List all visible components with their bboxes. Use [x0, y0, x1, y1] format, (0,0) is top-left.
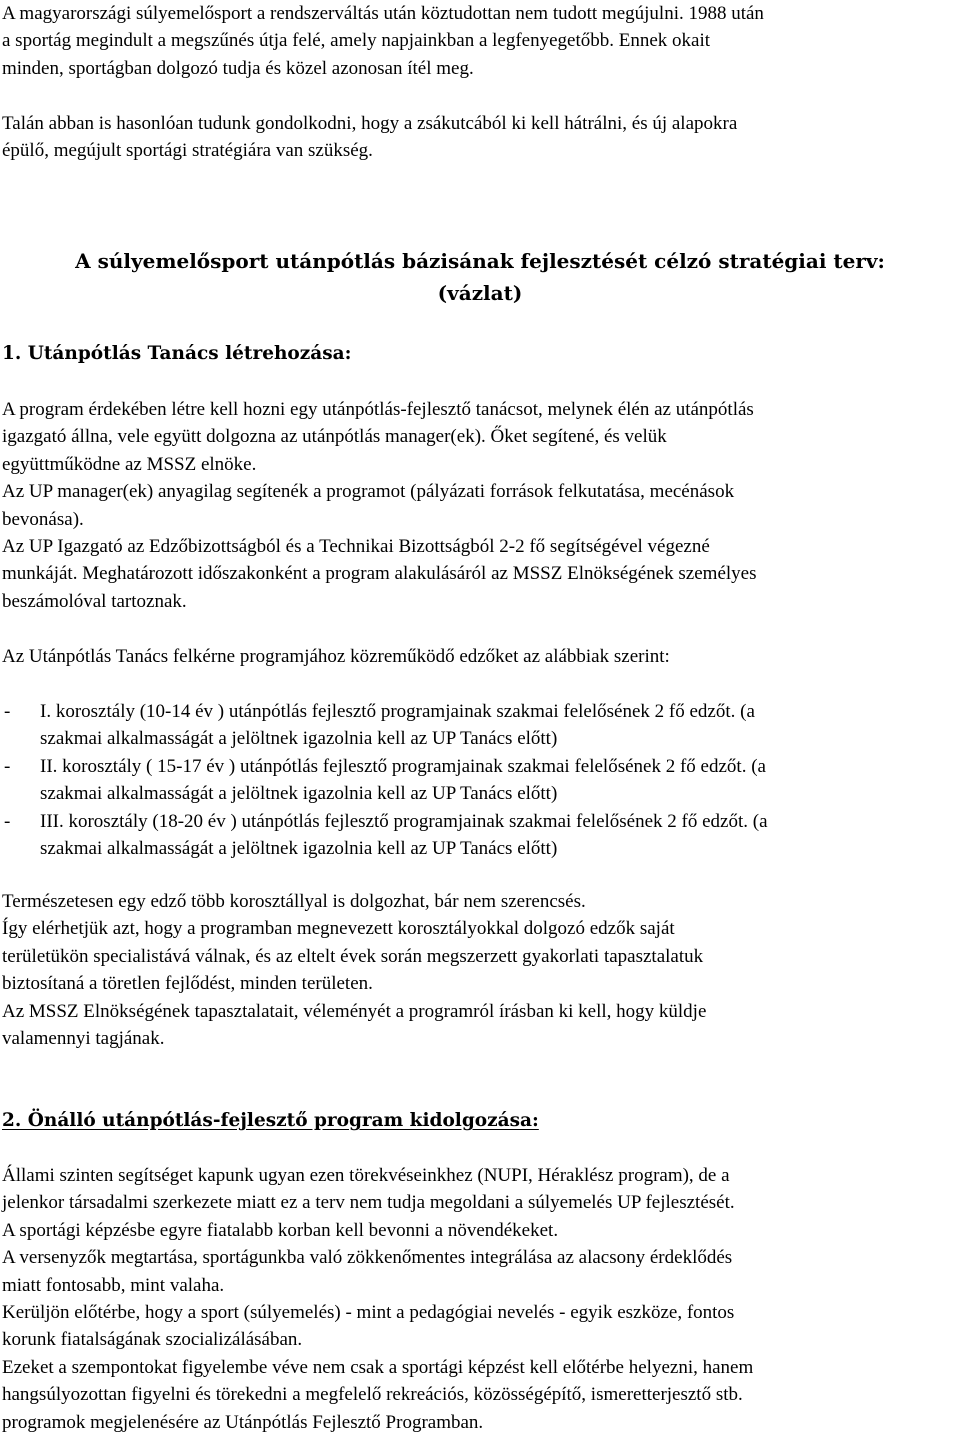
- s2-line: Ezeket a szempontokat figyelembe véve nem csak a sportági képzést kell előtérbe helyezni, hanem: [2, 1356, 754, 1378]
- s1-p2-line: Az Utánpótlás Tanács felkérne programjához közreműködő edzőket az alábbiak szerint:: [2, 646, 670, 667]
- s1-p1-line: beszámolóval tartoznak.: [2, 590, 187, 612]
- s1-p3-line: területükön specialistává válnak, és az eltelt évek során megszerzett gyakorlati tapasztalatuk: [2, 945, 704, 967]
- section-1-heading-text: 1. Utánpótlás Tanács létrehozása:: [2, 343, 352, 364]
- section-2-heading-underlined: 2. Önálló utánpótlás-fejlesztő program kidolgozása:: [2, 1110, 539, 1131]
- s1-p3-line: biztosítaná a töretlen fejlődést, minden területen.: [2, 973, 373, 995]
- intro-p1-line: A magyarországi súlyemelősport a rendszerváltás után köztudottan nem tudott megújulni. 1988 után: [2, 3, 764, 24]
- intro-p1-line: a sportág megindult a megszűnés útja felé, amely napjainkban a legfenyegetőbb. Ennek okait: [2, 30, 711, 52]
- s2-line: miatt fontosabb, mint valaha.: [2, 1274, 225, 1296]
- s2-line: korunk fiatalságának szocializálásában.: [2, 1329, 303, 1351]
- intro-paragraph-2: [2, 110, 946, 165]
- s2-line: Állami szinten segítséget kapunk ugyan ezen törekvéseinkhez (NUPI, Héraklész program), de a: [2, 1165, 730, 1186]
- s2-line: A versenyzők megtartása, sportágunkba való zökkenőmentes integrálása az alacsony érdeklődés: [2, 1247, 733, 1269]
- s1-p3-line: Így elérhetjük azt, hogy a programban megnevezett korosztályokkal dolgozó edzők saját: [2, 918, 675, 940]
- s2-line: jelenkor társadalmi szerkezete miatt ez a terv nem tudja megoldani a súlyemelés UP fejlesztését.: [2, 1192, 735, 1214]
- title-line-2: (vázlat): [437, 281, 523, 305]
- list-item: [4, 808, 946, 863]
- s1-p1-line: igazgató állna, vele együtt dolgozna az utánpótlás manager(ek). Őket segítené, és velük: [2, 426, 667, 448]
- s1-p1-line: bevonása).: [2, 508, 84, 530]
- intro-p1-line: minden, sportágban dolgozó tudja és közel azonosan ítél meg.: [2, 57, 474, 79]
- section-2-paragraph: [2, 1162, 946, 1436]
- section-2-heading-text: [2, 1108, 539, 1134]
- s1-p1-line: Az UP Igazgató az Edzőbizottságból és a Technikai Bizottságból 2-2 fő segítségével végezné: [2, 536, 710, 558]
- list-item-line: szakmai alkalmasságát a jelöltnek igazolnia kell az UP Tanács előtt): [40, 783, 558, 805]
- s1-p1-line: együttműködne az MSSZ elnöke.: [2, 453, 257, 475]
- list-item-line: szakmai alkalmasságát a jelöltnek igazolnia kell az UP Tanács előtt): [40, 838, 558, 860]
- section-1-heading: [2, 341, 351, 367]
- list-dash: -: [4, 755, 11, 777]
- section-1-paragraph-1: [2, 396, 946, 615]
- section-1-paragraph-3: [2, 888, 946, 1052]
- s1-p3-line: Természetesen egy edző több korosztállyal is dolgozhat, bár nem szerencsés.: [2, 891, 586, 912]
- list-item: [4, 753, 946, 808]
- intro-paragraph-1: [2, 0, 946, 82]
- coach-list: [4, 698, 946, 862]
- section-1-paragraph-2: [2, 643, 946, 670]
- list-dash: -: [4, 810, 11, 832]
- section-2-heading: [2, 1108, 539, 1134]
- s2-line: A sportági képzésbe egyre fiatalabb korban kell bevonni a növendékeket.: [2, 1219, 559, 1241]
- list-item-line: III. korosztály (18-20 év ) utánpótlás fejlesztő programjainak szakmai felelősének 2 fő edzőt. (a: [40, 810, 768, 832]
- title-line-1: A súlyemelősport utánpótlás bázisának fejlesztését célzó stratégiai terv:: [75, 249, 885, 273]
- s1-p1-line: munkáját. Meghatározott időszakonként a program alakulásáról az MSSZ Elnökségének személyes: [2, 563, 757, 585]
- s2-line: hangsúlyozottan figyelni és törekedni a megfelelő rekreációs, közösségépítő, ismeretterjesztő stb.: [2, 1384, 743, 1406]
- list-item: [4, 698, 946, 753]
- s1-p3-line: valamennyi tagjának.: [2, 1028, 165, 1050]
- strategy-title: [0, 245, 960, 309]
- intro-p2-line: Talán abban is hasonlóan tudunk gondolkodni, hogy a zsákutcából ki kell hátrálni, és új alapokra: [2, 113, 738, 134]
- s2-line: programok megjelenésére az Utánpótlás Fejlesztő Programban.: [2, 1411, 484, 1433]
- s1-p3-line: Az MSSZ Elnökségének tapasztalatait, véleményét a programról írásban ki kell, hogy küldje: [2, 1000, 707, 1022]
- list-item-line: I. korosztály (10-14 év ) utánpótlás fejlesztő programjainak szakmai felelősének 2 fő edzőt. (a: [40, 701, 755, 722]
- s1-p1-line: Az UP manager(ek) anyagilag segítenék a programot (pályázati források felkutatása, mecénások: [2, 481, 735, 503]
- list-dash: -: [4, 701, 11, 722]
- list-item-line: szakmai alkalmasságát a jelöltnek igazolnia kell az UP Tanács előtt): [40, 728, 558, 750]
- s1-p1-line: A program érdekében létre kell hozni egy utánpótlás-fejlesztő tanácsot, melynek élén az utánpótlás: [2, 399, 754, 420]
- s2-line: Kerüljön előtérbe, hogy a sport (súlyemelés) - mint a pedagógiai nevelés - egyik eszköze, fontos: [2, 1302, 735, 1324]
- intro-p2-line: épülő, megújult sportági stratégiára van szükség.: [2, 140, 373, 162]
- list-item-line: II. korosztály ( 15-17 év ) utánpótlás fejlesztő programjainak szakmai felelősének 2 fő edzőt. (a: [40, 755, 766, 777]
